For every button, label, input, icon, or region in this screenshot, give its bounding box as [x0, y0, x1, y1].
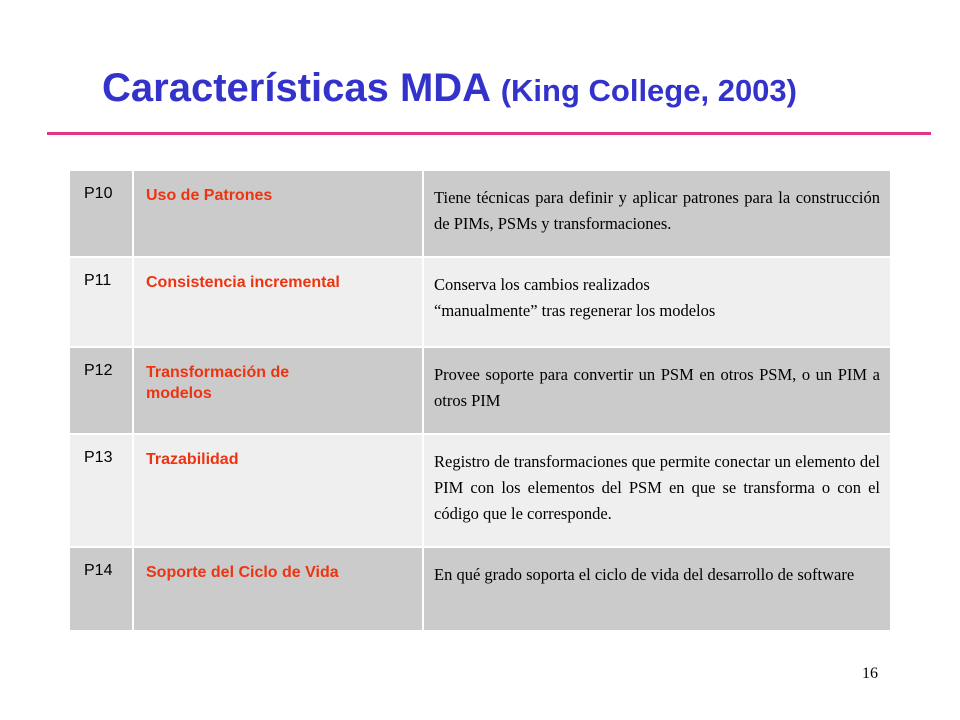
- row-name: Soporte del Ciclo de Vida: [132, 548, 422, 630]
- page-number: 16: [862, 665, 878, 682]
- characteristics-table: [70, 169, 890, 632]
- table-row: [70, 548, 890, 632]
- slide-title-citation: (King College, 2003): [500, 73, 797, 108]
- row-description: Provee soporte para convertir un PSM en otros PSM, o un PIM a otros PIM: [422, 348, 890, 433]
- table-row: [70, 435, 890, 548]
- table-row: [70, 348, 890, 435]
- row-description: Registro de transformaciones que permite conectar un elemento del PIM con los elementos del PSM en que se transforma o con el código que le corresponde.: [422, 435, 890, 546]
- table-row: [70, 258, 890, 348]
- slide-title-main: Características MDA: [102, 66, 490, 110]
- title-divider: [47, 132, 931, 135]
- row-name: Consistencia incremental: [132, 258, 422, 346]
- row-id: P10: [84, 185, 113, 202]
- table-row: [70, 171, 890, 258]
- row-name: Uso de Patrones: [132, 171, 422, 256]
- row-name: Trazabilidad: [132, 435, 422, 546]
- slide-title: [102, 62, 797, 117]
- row-description: Conserva los cambios realizados “manualmente” tras regenerar los modelos: [422, 258, 890, 346]
- row-id: P14: [84, 562, 113, 579]
- row-id: P11: [84, 272, 112, 289]
- row-name: Transformación de modelos: [132, 348, 422, 433]
- row-id: P13: [84, 449, 113, 466]
- row-description: En qué grado soporta el ciclo de vida del desarrollo de software: [422, 548, 890, 630]
- row-description: Tiene técnicas para definir y aplicar patrones para la construcción de PIMs, PSMs y transformaciones.: [422, 171, 890, 256]
- row-id: P12: [84, 362, 113, 379]
